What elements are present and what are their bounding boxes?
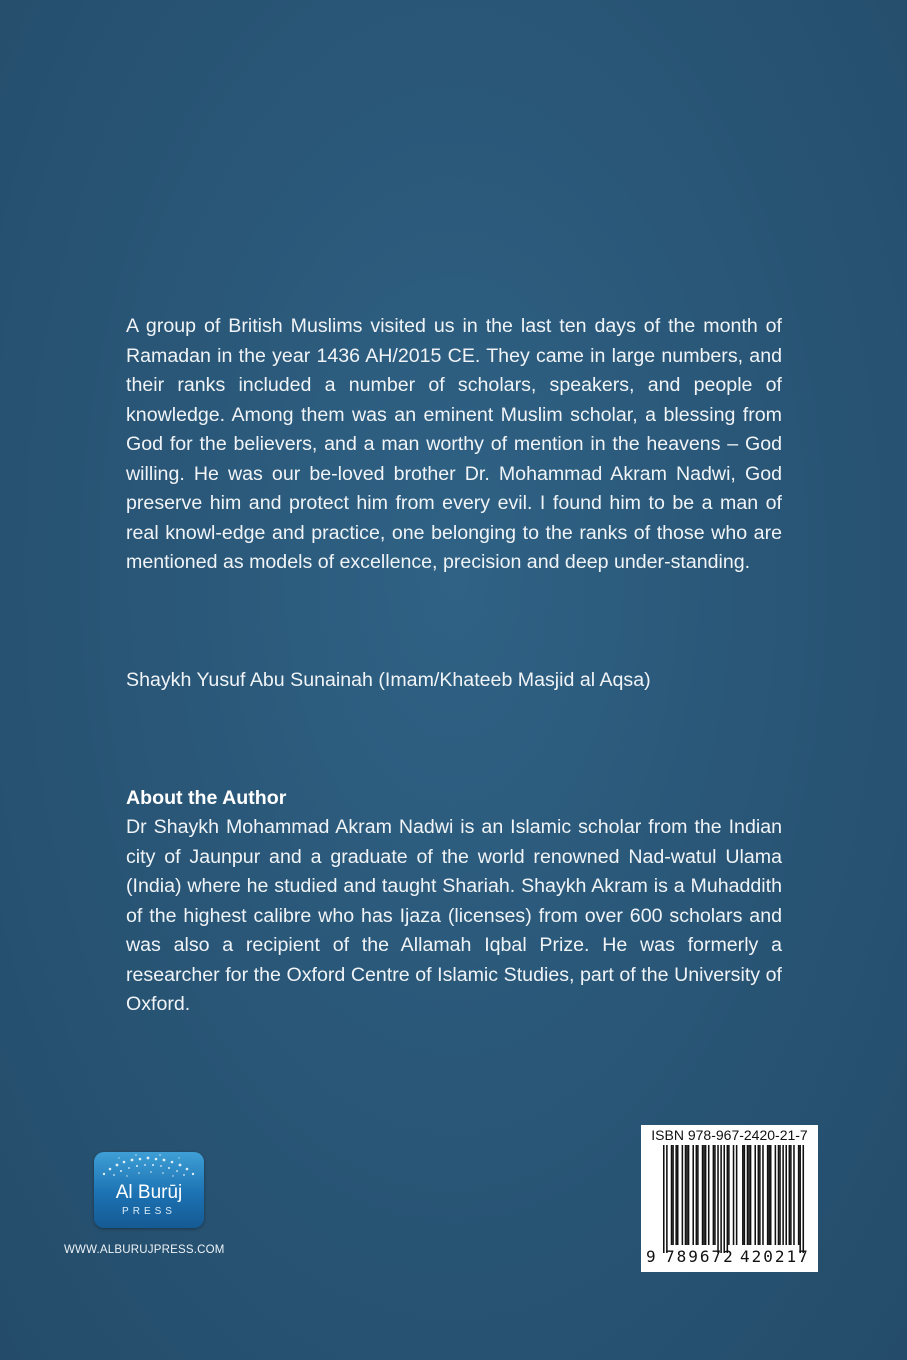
quote-attribution: Shaykh Yusuf Abu Sunainah (Imam/Khateeb Masjid al Aqsa)	[126, 669, 651, 691]
barcode-digits-right: 420217	[740, 1247, 810, 1266]
star-dots-icon	[94, 1152, 204, 1184]
barcode-digit-first: 9	[646, 1247, 656, 1266]
publisher-logo	[94, 1152, 204, 1228]
about-author-text: Dr Shaykh Mohammad Akram Nadwi is an Islamic scholar from the Indian city of Jaunpur and a graduate of the world renowned Nad-watul Ulama (India) where he studied and taught Shariah. Shaykh Akram is a Muhaddith of the highest calibre who has Ijaza (licenses) from over 600 scholars and was also a recipient of the Allamah Iqbal Prize. He was formerly a researcher for the Oxford Centre of Islamic Studies, part of the University of Oxford.	[126, 816, 782, 1015]
isbn-label: ISBN 978-967-2420-21-7	[651, 1127, 808, 1143]
logo-name: Al Burūj	[115, 1182, 183, 1203]
about-author-heading: About the Author	[126, 787, 287, 809]
publisher-website: WWW.ALBURUJPRESS.COM	[64, 1244, 225, 1256]
logo-subtitle: PRESS	[122, 1206, 176, 1217]
endorsement-quote: A group of British Muslims visited us in the last ten days of the month of Ramadan in the year 1436 AH/2015 CE. They came in large numbers, and their ranks included a number of scholars, speakers, and people of knowledge. Among them was an eminent Muslim scholar, a blessing from God for the believers, and a man worthy of mention in the heavens – God willing. He was our be-loved brother Dr. Mohammad Akram Nadwi, God preserve him and protect him from every evil. I found him to be a man of real knowl-edge and practice, one belonging to the ranks of those who are mentioned as models of excellence, precision and deep under-standing.	[126, 315, 782, 573]
barcode-digits-left: 789672	[665, 1247, 735, 1266]
isbn-barcode	[641, 1125, 818, 1272]
